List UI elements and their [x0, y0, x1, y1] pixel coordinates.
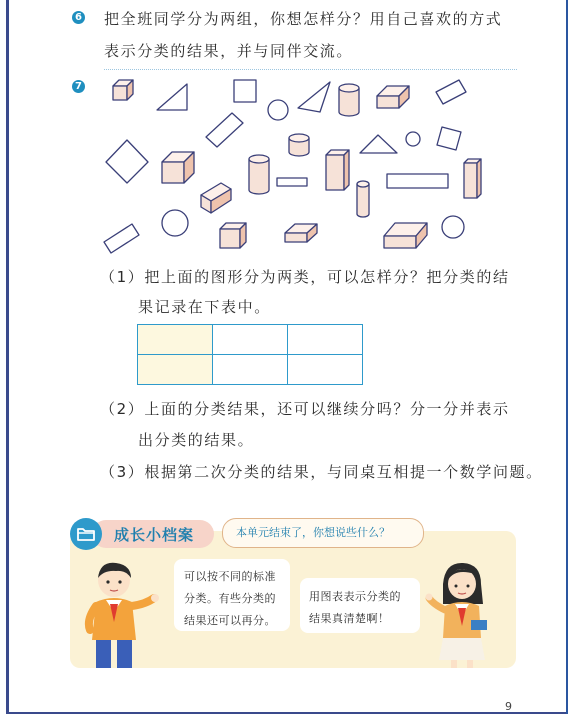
cuboid-3-icon [464, 159, 481, 198]
question-2-line-1: （2）上面的分类结果，还可以继续分吗？分一分并表示 [100, 400, 510, 418]
triangle-2-icon [298, 82, 330, 112]
section-divider [104, 69, 517, 70]
rectangle-2-icon [206, 113, 243, 147]
square-1-icon [234, 80, 256, 102]
rectangle-4-icon [387, 174, 448, 188]
cuboid-2-icon [326, 150, 349, 190]
table-cell[interactable] [288, 325, 363, 355]
cube-3-icon [220, 223, 246, 248]
cuboid-4-icon [201, 183, 231, 213]
shape-collection [95, 72, 495, 257]
boy-speech-line-2: 分类。有些分类的 [184, 592, 276, 605]
cube-2-icon [162, 152, 194, 183]
page-right-edge [566, 0, 568, 714]
question-2-line-2: 出分类的结果。 [138, 431, 255, 449]
square-2-icon [437, 127, 461, 150]
cuboid-1-icon [377, 86, 409, 108]
triangle-1-icon [157, 84, 187, 110]
folder-icon [70, 518, 102, 550]
problem-7-number-badge: 7 [72, 80, 85, 93]
cylinder-2-icon [289, 134, 309, 156]
cube-1-icon [113, 80, 133, 100]
circle-4-icon [442, 216, 464, 238]
problem-6-number-badge: 6 [72, 11, 85, 24]
table-cell[interactable] [138, 325, 213, 355]
girl-speech-line-2: 结果真清楚啊！ [309, 612, 390, 625]
problem-6-line-1: 把全班同学分为两组，你想怎样分？用自己喜欢的方式 [104, 10, 503, 28]
rectangle-1-icon [436, 80, 466, 104]
boy-speech-line-1: 可以按不同的标准 [184, 570, 276, 583]
page-number: 9 [505, 700, 512, 713]
table-cell[interactable] [288, 355, 363, 385]
boy-illustration [82, 558, 162, 670]
cylinder-3-icon [249, 155, 269, 194]
cuboid-5-icon [285, 224, 317, 242]
rectangle-3-icon [277, 178, 307, 186]
table-cell[interactable] [213, 325, 288, 355]
cuboid-6-icon [384, 223, 427, 248]
folder-icon-badge [70, 518, 102, 550]
circle-3-icon [162, 210, 188, 236]
cylinder-4-icon [357, 181, 369, 217]
classification-table [137, 324, 363, 385]
portfolio-title: 成长小档案 [114, 526, 195, 544]
girl-speech-line-1: 用图表表示分类的 [309, 590, 401, 603]
boy-speech-line-3: 结果还可以再分。 [184, 614, 276, 627]
rectangle-5-icon [104, 224, 139, 253]
problem-6-line-2: 表示分类的结果，并与同伴交流。 [104, 42, 354, 60]
table-row [138, 325, 363, 355]
table-row [138, 355, 363, 385]
circle-2-icon [406, 132, 420, 146]
question-1-line-2: 果记录在下表中。 [138, 298, 271, 316]
question-1-line-1: （1）把上面的图形分为两类，可以怎样分？把分类的结 [100, 268, 510, 286]
cylinder-1-icon [339, 84, 359, 116]
girl-illustration [425, 560, 500, 670]
question-3-line-1: （3）根据第二次分类的结果，与同桌互相提一个数学问题。 [100, 463, 543, 481]
square-3-icon [106, 140, 148, 183]
table-cell[interactable] [138, 355, 213, 385]
table-cell[interactable] [213, 355, 288, 385]
page-left-edge [6, 0, 9, 714]
circle-1-icon [268, 100, 288, 120]
prompt-text: 本单元结束了，你想说些什么？ [236, 526, 390, 539]
triangle-3-icon [360, 135, 397, 153]
